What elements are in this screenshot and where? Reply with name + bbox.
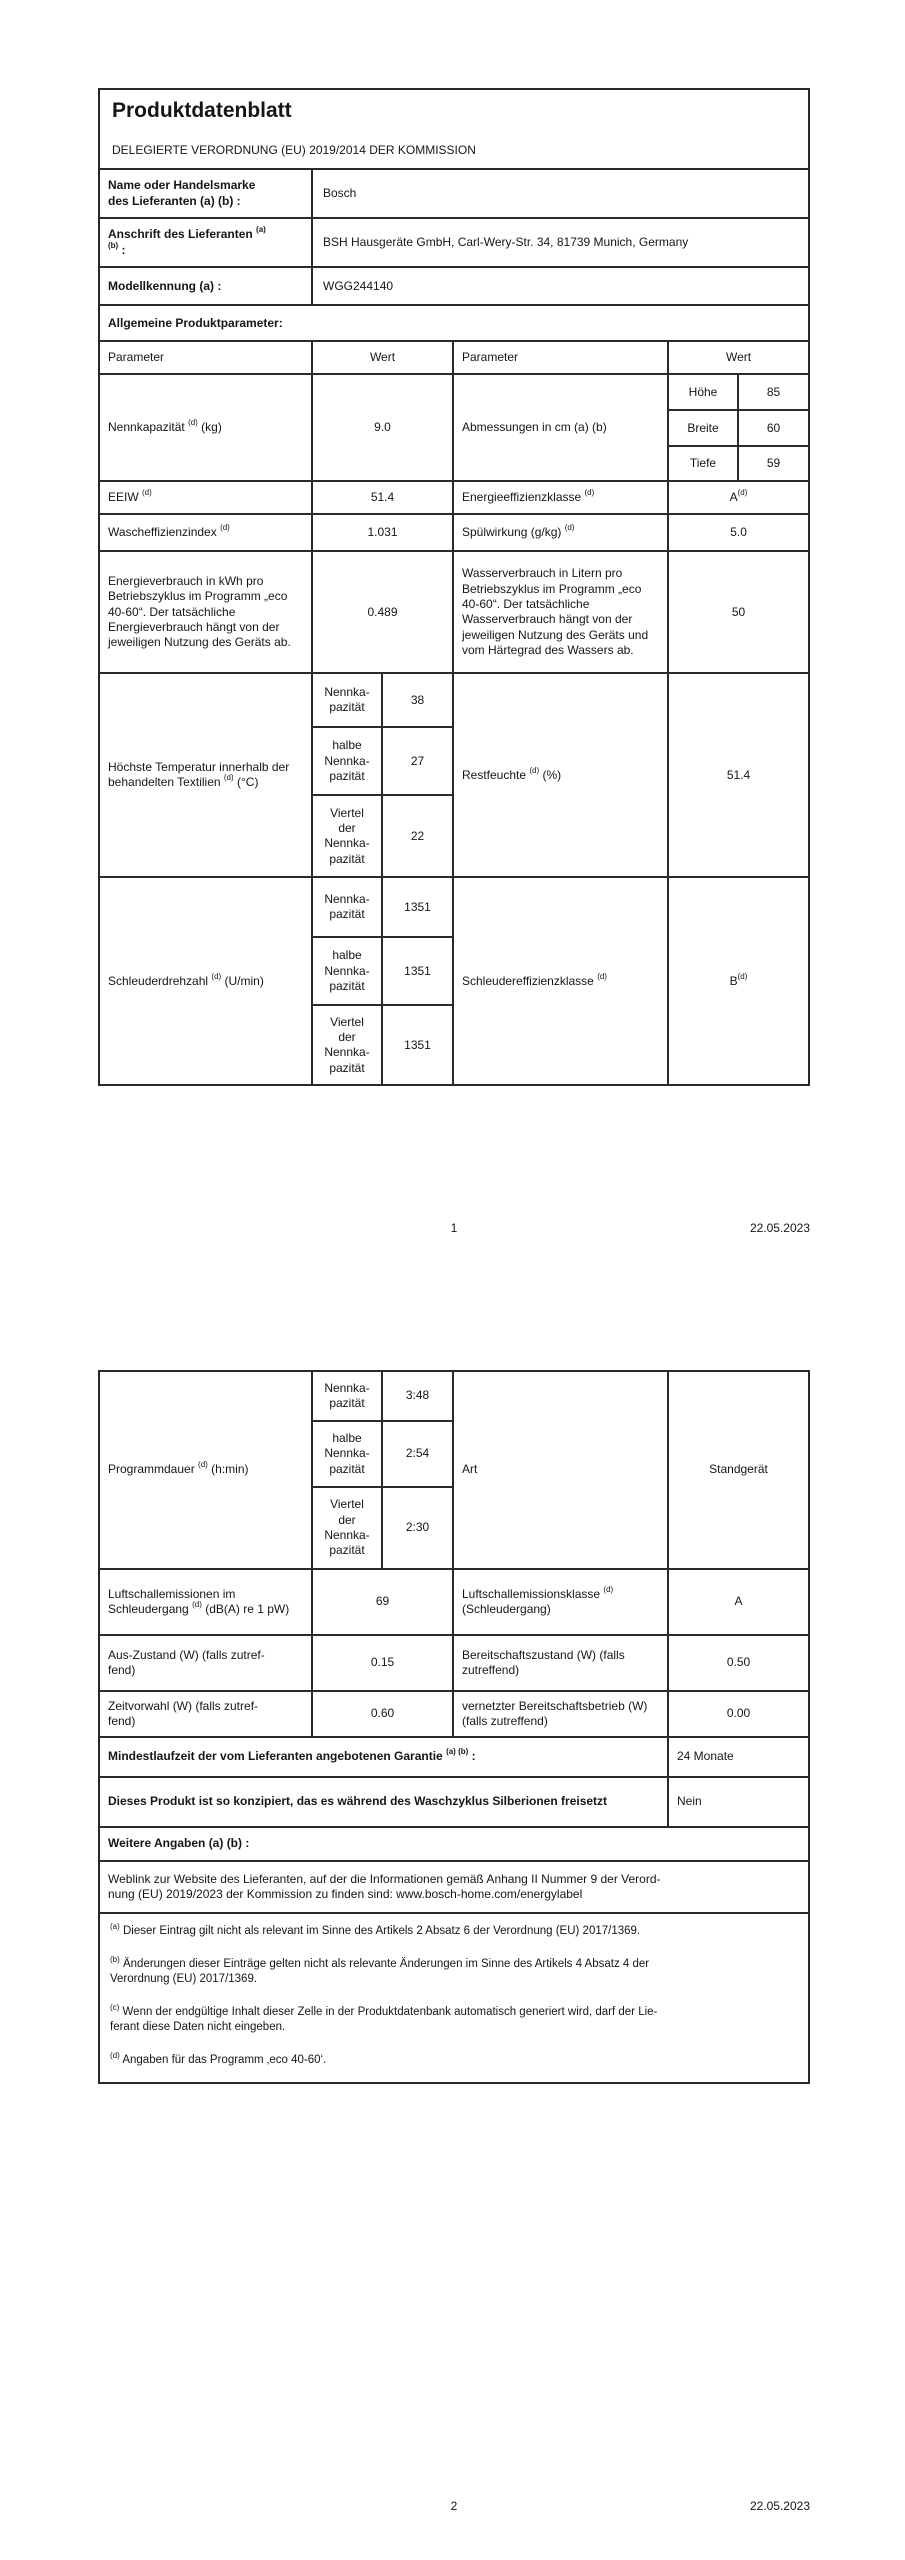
more-info-header: Weitere Angaben (a) (b) : bbox=[99, 1827, 809, 1861]
max-temperature-label: Höchste Temperatur innerhalb der behandelten Textilien $^{(d)}$ (°C) bbox=[99, 673, 312, 877]
footnote-a: $^{(a)}$ Dieser Eintrag gilt nicht als relevant im Sinne des Artikels 2 Absatz 6 der Verordnung (EU) 2017/1369. bbox=[110, 1922, 641, 1937]
silver-ion-label: Dieses Produkt ist so konzipiert, das es während des Waschzyklus Silberionen freisetzt bbox=[99, 1777, 668, 1827]
network-standby-label: vernetzter Bereitschaftsbetrieb (W) (falls zutreffend) bbox=[453, 1691, 668, 1737]
delay-start-label: Zeitvorwahl (W) (falls zutref- fend) bbox=[99, 1691, 312, 1737]
page-2-footer bbox=[98, 2499, 810, 2515]
sublabel-half-capacity: halbe Nennka- pazität bbox=[312, 1421, 382, 1487]
spin-class-label: Schleudereffizienzklasse $^{(d)}$ bbox=[453, 877, 668, 1085]
sublabel-quarter-capacity: Viertel der Nennka- pazität bbox=[312, 795, 382, 877]
temp-full-value: 38 bbox=[382, 673, 453, 727]
water-consumption-value: 50 bbox=[668, 551, 809, 673]
eeiw-label: EEIW $^{(d)}$ bbox=[99, 481, 312, 514]
dim-height-label: Höhe bbox=[668, 374, 738, 410]
supplier-name-value: Bosch bbox=[312, 169, 809, 218]
page-2-table bbox=[98, 1370, 810, 2084]
model-id-value: WGG244140 bbox=[312, 267, 809, 305]
page-1-table bbox=[98, 88, 810, 1086]
section-header: Allgemeine Produktparameter: bbox=[99, 305, 809, 341]
sublabel-quarter-capacity: Viertel der Nennka- pazität bbox=[312, 1487, 382, 1569]
type-label: Art bbox=[453, 1371, 668, 1569]
wash-index-label: Wascheffizienzindex $^{(d)}$ bbox=[99, 514, 312, 551]
water-consumption-label: Wasserverbrauch in Litern pro Betriebszyklus im Programm „eco 40-60“. Der tatsächliche Wasserverbrauch hängt von der jeweiligen Nutzung des Geräts und vom Härtegrad des Wassers ab. bbox=[453, 551, 668, 673]
energy-consumption-value: 0.489 bbox=[312, 551, 453, 673]
footnote-c: $^{(c)}$ Wenn der endgültige Inhalt dieser Zelle in der Produktdatenbank automatisch generiert wird, darf der Lie- ferant diese Daten nicht eingeben. bbox=[110, 2002, 658, 2034]
noise-label: Luftschallemissionen im Schleudergang $^{(d)}$ (dB(A) re 1 pW) bbox=[99, 1569, 312, 1635]
rinse-label: Spülwirkung (g/kg) $^{(d)}$ bbox=[453, 514, 668, 551]
col-header-parameter-2: Parameter bbox=[453, 341, 668, 374]
dim-height-value: 85 bbox=[738, 374, 809, 410]
dim-depth-label: Tiefe bbox=[668, 446, 738, 481]
dim-width-label: Breite bbox=[668, 410, 738, 446]
standby-label: Bereitschaftszustand (W) (falls zutreffend) bbox=[453, 1635, 668, 1691]
footnote-d: $^{(d)}$ Angaben für das Programm ‚eco 40-60‘. bbox=[110, 2050, 327, 2066]
capacity-value: 9.0 bbox=[312, 374, 453, 481]
energy-consumption-label: Energieverbrauch in kWh pro Betriebszyklus im Programm „eco 40-60“. Der tatsächliche Energieverbrauch hängt von der jeweiligen Nutzung des Geräts ab. bbox=[99, 551, 312, 673]
type-value: Standgerät bbox=[668, 1371, 809, 1569]
silver-ion-value: Nein bbox=[668, 1777, 809, 1827]
model-id-label: Modellkennung (a) : bbox=[99, 267, 312, 305]
spin-full-value: 1351 bbox=[382, 877, 453, 937]
energy-class-label: Energieeffizienzklasse $^{(d)}$ bbox=[453, 481, 668, 514]
weblink-text: Weblink zur Website des Lieferanten, auf der die Informationen gemäß Anhang II Nummer 9 der Verord- nung (EU) 2019/2023 der Kommission zu finden sind: www.bosch-home.com/energylabel bbox=[99, 1861, 809, 1913]
footer-date: 22.05.2023 bbox=[749, 1221, 810, 1235]
spin-half-value: 1351 bbox=[382, 937, 453, 1005]
col-header-wert-2: Wert bbox=[668, 341, 809, 374]
off-mode-label: Aus-Zustand (W) (falls zutref- fend) bbox=[99, 1635, 312, 1691]
warranty-label: Mindestlaufzeit der vom Lieferanten angebotenen Garantie $^{(a) (b)}$ : bbox=[99, 1737, 668, 1777]
off-mode-value: 0.15 bbox=[312, 1635, 453, 1691]
duration-full-value: 3:48 bbox=[382, 1371, 453, 1421]
footer-date: 22.05.2023 bbox=[749, 2499, 810, 2513]
footnotes-cell bbox=[99, 1913, 809, 2083]
warranty-value: 24 Monate bbox=[668, 1737, 809, 1777]
noise-value: 69 bbox=[312, 1569, 453, 1635]
capacity-label: Nennkapazität $^{(d)}$ (kg) bbox=[99, 374, 312, 481]
temp-half-value: 27 bbox=[382, 727, 453, 795]
sublabel-quarter-capacity: Viertel der Nennka- pazität bbox=[312, 1005, 382, 1085]
col-header-wert-1: Wert bbox=[312, 341, 453, 374]
network-standby-value: 0.00 bbox=[668, 1691, 809, 1737]
supplier-address-label: Anschrift des Lieferanten $^{(a)}$ $^{(b)}$ : bbox=[99, 218, 312, 267]
standby-value: 0.50 bbox=[668, 1635, 809, 1691]
supplier-name-label: Name oder Handelsmarke des Lieferanten (a) (b) : bbox=[99, 169, 312, 218]
page-subtitle: DELEGIERTE VERORDNUNG (EU) 2019/2014 DER KOMMISSION bbox=[112, 142, 476, 157]
title-block bbox=[99, 89, 809, 169]
sublabel-full-capacity: Nennka- pazität bbox=[312, 877, 382, 937]
duration-quarter-value: 2:30 bbox=[382, 1487, 453, 1569]
moisture-label: Restfeuchte $^{(d)}$ (%) bbox=[453, 673, 668, 877]
dim-width-value: 60 bbox=[738, 410, 809, 446]
spin-speed-label: Schleuderdrehzahl $^{(d)}$ (U/min) bbox=[99, 877, 312, 1085]
footnote-b: $^{(b)}$ Änderungen dieser Einträge gelten nicht als relevante Änderungen im Sinne des Artikels 4 Absatz 4 der Verordnung (EU) 2017/1369. bbox=[110, 1954, 650, 1986]
rinse-value: 5.0 bbox=[668, 514, 809, 551]
dimensions-label: Abmessungen in cm (a) (b) bbox=[453, 374, 668, 481]
moisture-value: 51.4 bbox=[668, 673, 809, 877]
eeiw-value: 51.4 bbox=[312, 481, 453, 514]
wash-index-value: 1.031 bbox=[312, 514, 453, 551]
duration-half-value: 2:54 bbox=[382, 1421, 453, 1487]
sublabel-half-capacity: halbe Nennka- pazität bbox=[312, 937, 382, 1005]
page-number: 1 bbox=[450, 1221, 458, 1235]
noise-class-label: Luftschallemissionsklasse $^{(d)}$ (Schleudergang) bbox=[453, 1569, 668, 1635]
sublabel-half-capacity: halbe Nennka- pazität bbox=[312, 727, 382, 795]
supplier-address-value: BSH Hausgeräte GmbH, Carl-Wery-Str. 34, 81739 Munich, Germany bbox=[312, 218, 809, 267]
noise-class-value: A bbox=[668, 1569, 809, 1635]
sublabel-full-capacity: Nennka- pazität bbox=[312, 1371, 382, 1421]
page-number: 2 bbox=[450, 2499, 458, 2513]
col-header-parameter-1: Parameter bbox=[99, 341, 312, 374]
page-title: Produktdatenblatt bbox=[112, 99, 292, 122]
energy-class-value: $A^{(d)}$ bbox=[668, 481, 809, 514]
temp-quarter-value: 22 bbox=[382, 795, 453, 877]
sublabel-full-capacity: Nennka- pazität bbox=[312, 673, 382, 727]
page-1-footer bbox=[98, 1221, 810, 1237]
dim-depth-value: 59 bbox=[738, 446, 809, 481]
delay-start-value: 0.60 bbox=[312, 1691, 453, 1737]
program-duration-label: Programmdauer $^{(d)}$ (h:min) bbox=[99, 1371, 312, 1569]
spin-class-value: $B^{(d)}$ bbox=[668, 877, 809, 1085]
spin-quarter-value: 1351 bbox=[382, 1005, 453, 1085]
